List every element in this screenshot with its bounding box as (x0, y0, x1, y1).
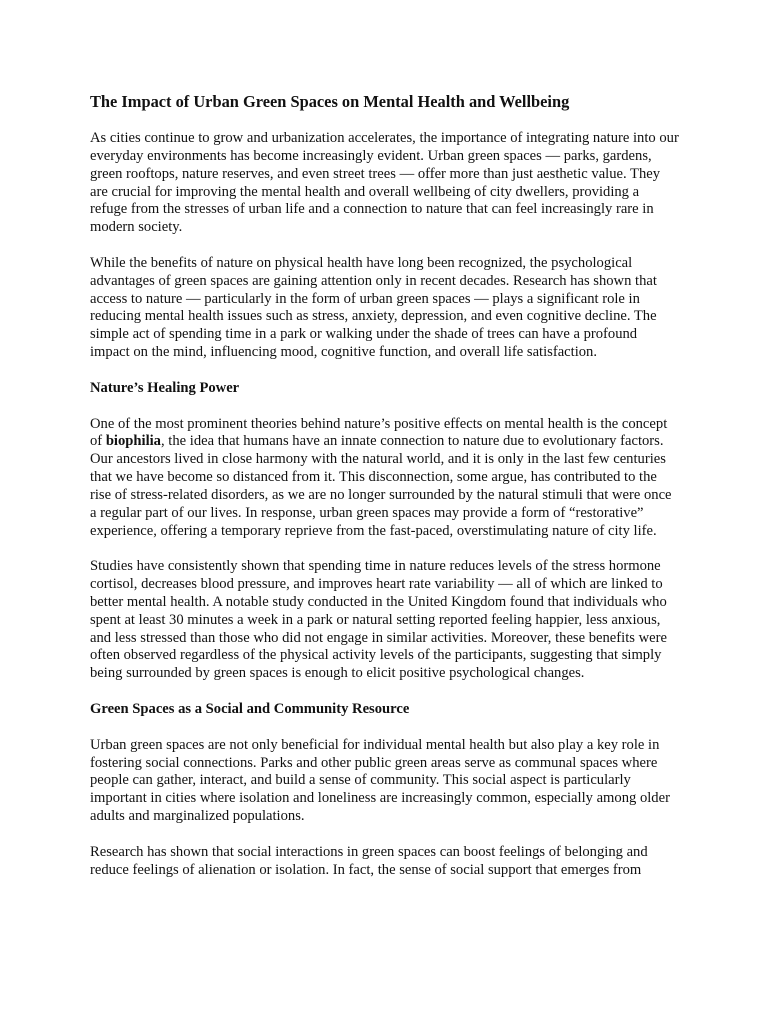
section-heading-natures-healing-power: Nature’s Healing Power (90, 379, 240, 396)
section1-paragraph-1 (90, 416, 680, 541)
section1-paragraph-1-text-a: One of the most prominent theories behind nature’s positive effects on mental health is the concept of (90, 415, 668, 450)
document-page (90, 92, 680, 897)
section2-paragraph-1: Urban green spaces are not only beneficial for individual mental health but also play a key role in fostering social connections. Parks and other public green areas serve as communal spaces where people can gather, interact, and build a sense of community. This social aspect is particularly important in cities where isolation and loneliness are increasingly common, especially among older adults and marginalized populations. (90, 736, 670, 825)
document-title: The Impact of Urban Green Spaces on Mental Health and Wellbeing (90, 92, 570, 111)
intro-paragraph-2: While the benefits of nature on physical health have long been recognized, the psychological advantages of green spaces are gaining attention only in recent decades. Research has shown that access to nature — particularly in the form of urban green spaces — plays a significant role in reducing mental health issues such as stress, anxiety, depression, and even cognitive decline. The simple act of spending time in a park or walking under the shade of trees can have a profound impact on the mind, influencing mood, cognitive function, and overall life satisfaction. (90, 254, 657, 361)
section1-paragraph-2: Studies have consistently shown that spending time in nature reduces levels of the stress hormone cortisol, decreases blood pressure, and improves heart rate variability — all of which are linked to better mental health. A notable study conducted in the United Kingdom found that individuals who spent at least 30 minutes a week in a park or natural setting reported feeling happier, less anxious, and less stressed than those who did not engage in similar activities. Moreover, these benefits were often observed regardless of the physical activity levels of the participants, suggesting that simply being surrounded by green spaces is enough to elicit positive psychological changes. (90, 558, 667, 682)
section1-paragraph-1-text-b: , the idea that humans have an innate connection to nature due to evolutionary factors. Our ancestors lived in close harmony with the natural world, and it is only in the last few centuries that we have become so distanced from it. This disconnection, some argue, has contributed to the rise of stress-related disorders, as we are no longer surrounded by the natural stimuli that were once a regular part of our lives. In response, urban green spaces may provide a form of “restorative” experience, offering a temporary reprieve from the fast-paced, overstimulating nature of city life. (90, 433, 672, 539)
intro-paragraph-1: As cities continue to grow and urbanization accelerates, the importance of integrating nature into our everyday environments has become increasingly evident. Urban green spaces — parks, gardens, green rooftops, nature reserves, and even street trees — offer more than just aesthetic value. They are crucial for improving the mental health and overall wellbeing of city dwellers, providing a refuge from the stresses of urban life and a connection to nature that can feel increasingly rare in modern society. (90, 130, 679, 236)
section-heading-social-community-resource: Green Spaces as a Social and Community Resource (90, 701, 410, 717)
biophilia-term: biophilia (105, 433, 161, 450)
section2-paragraph-2: Research has shown that social interactions in green spaces can boost feelings of belonging and reduce feelings of alienation or isolation. In fact, the sense of social support that emerges from (90, 843, 648, 878)
